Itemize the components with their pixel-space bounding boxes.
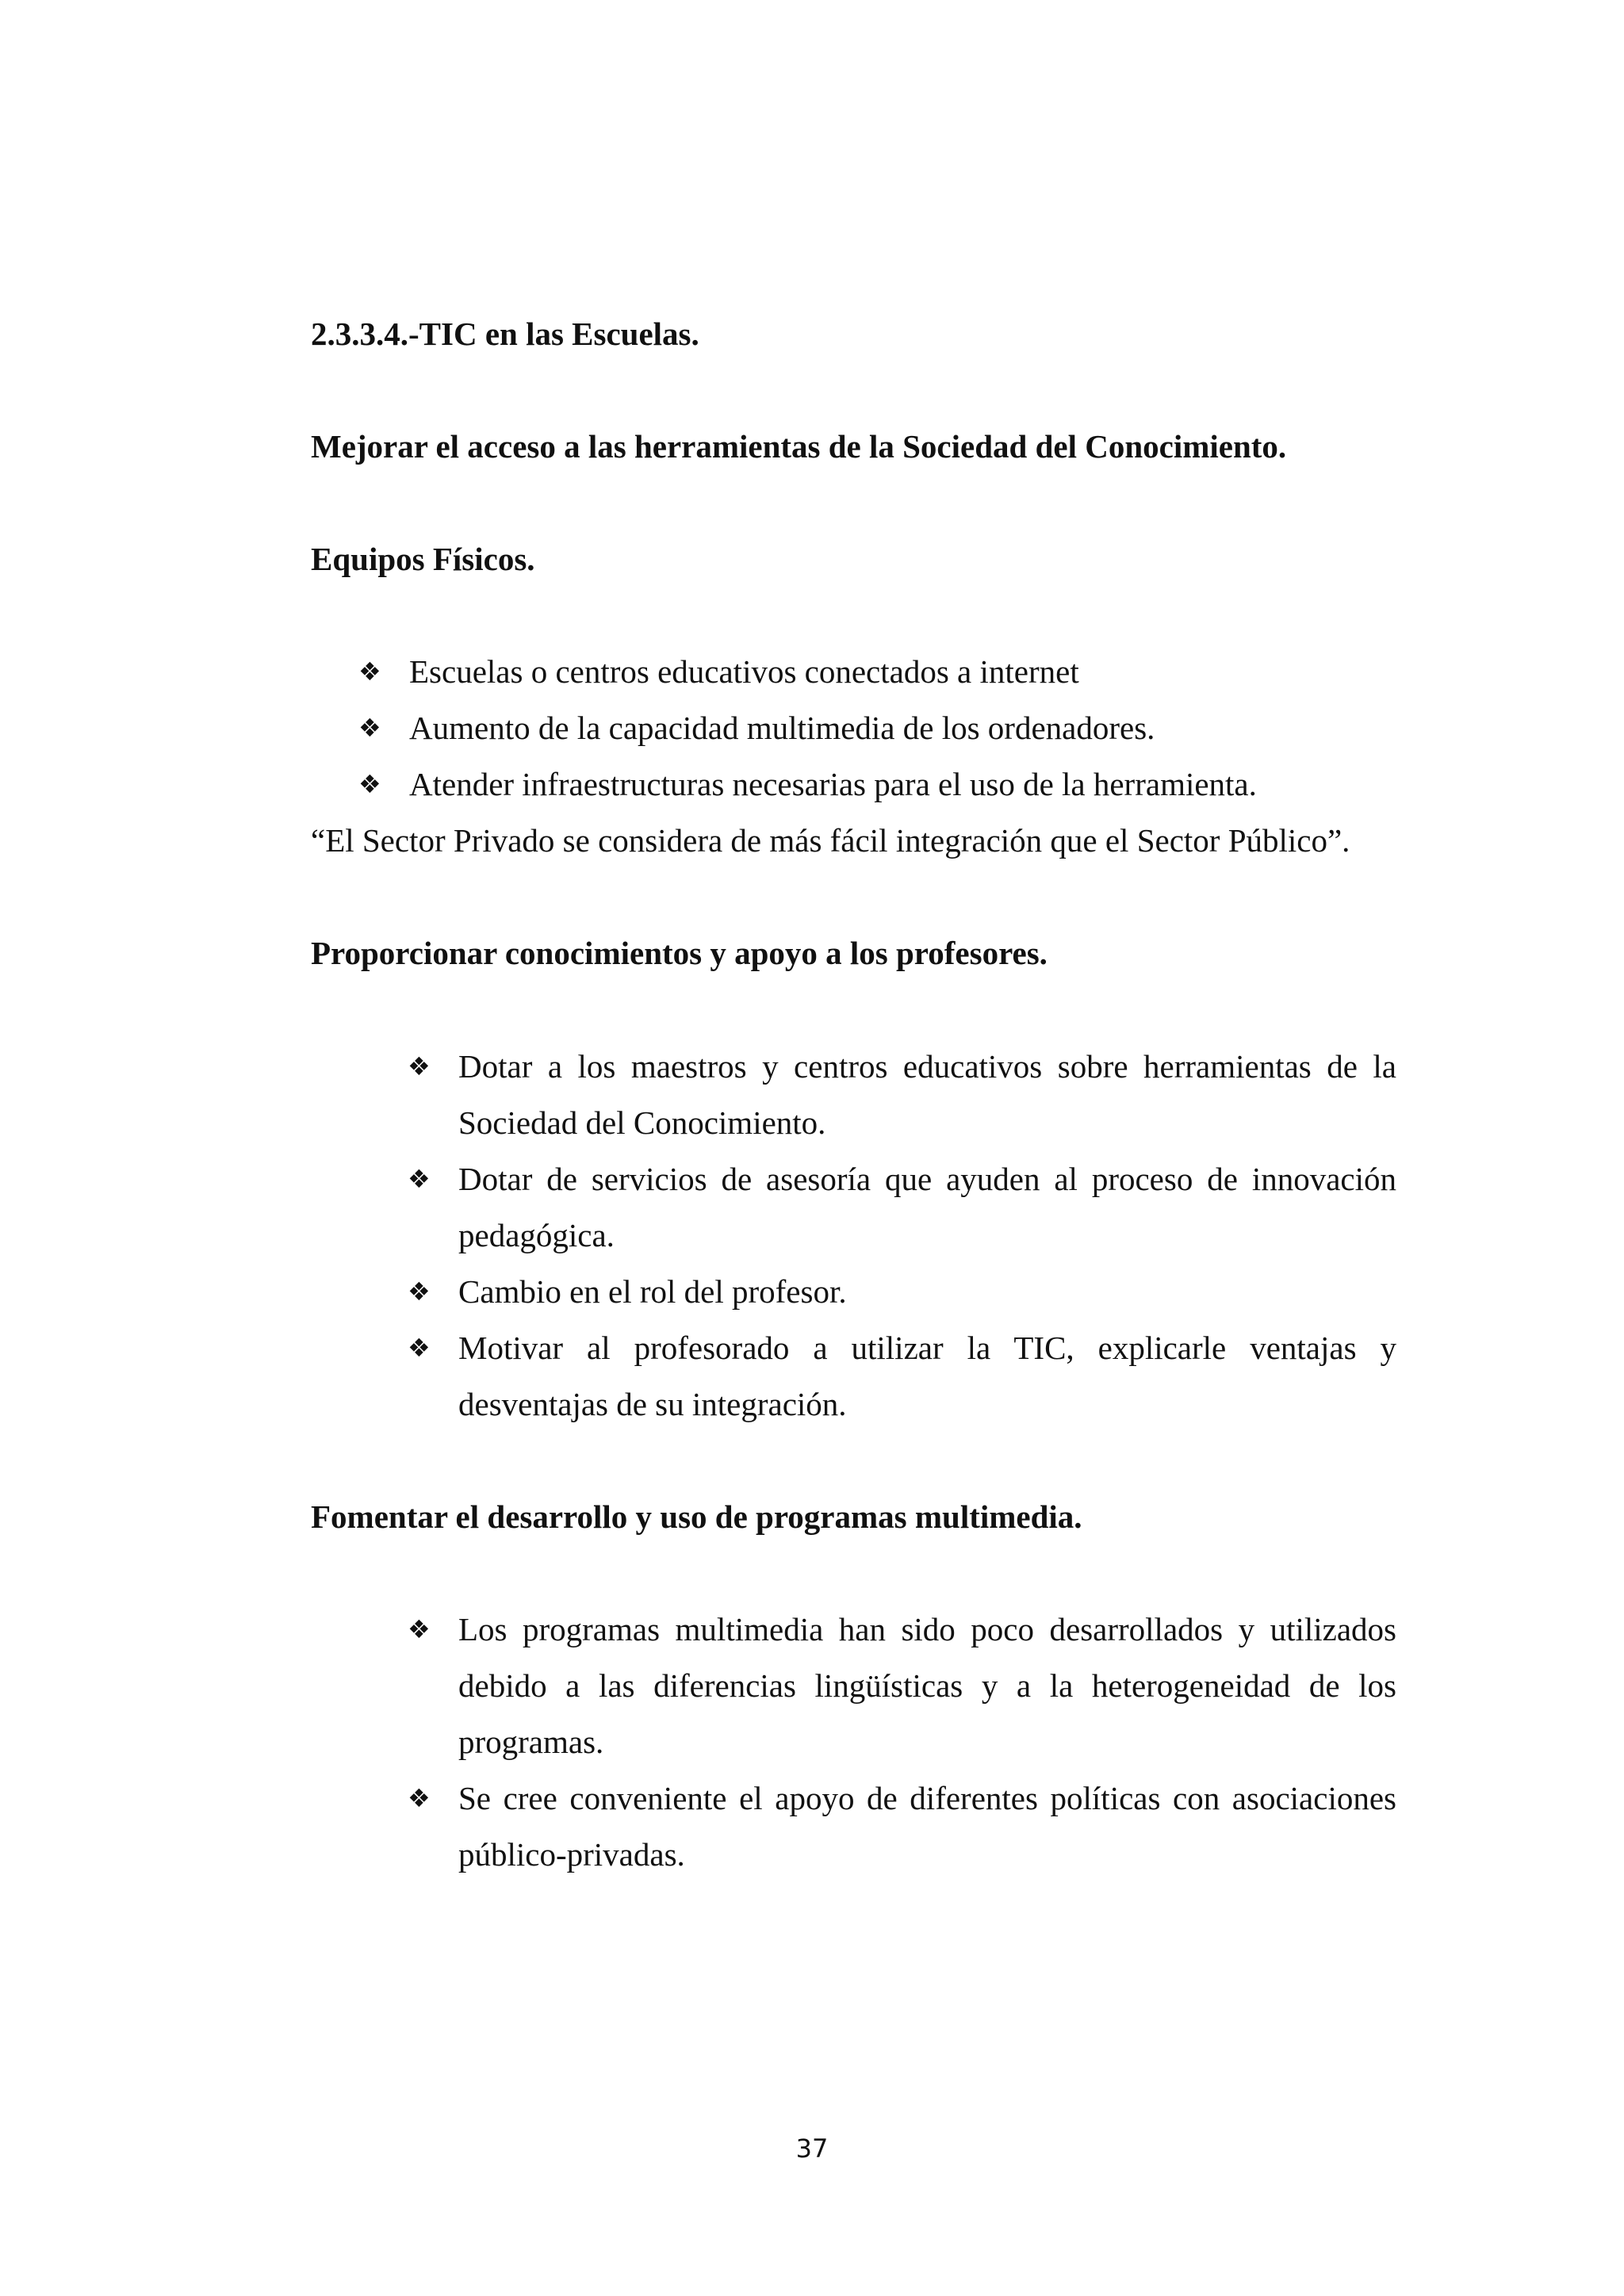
list-item-text: Dotar a los maestros y centros educativos sobre herramientas de la Sociedad del Conocimiento.	[458, 1048, 1396, 1141]
page-number: 37	[795, 2133, 829, 2164]
diamond-bullet-icon: ❖	[408, 1164, 431, 1194]
list-item	[408, 1770, 1396, 1883]
goal-3-heading: Fomentar el desarrollo y uso de programas multimedia.	[311, 1498, 1082, 1535]
diamond-bullet-icon: ❖	[408, 1783, 431, 1813]
goal-2-heading: Proporcionar conocimientos y apoyo a los profesores.	[311, 935, 1048, 971]
list-item-text: Dotar de servicios de asesoría que ayuden al proceso de innovación pedagógica.	[458, 1161, 1396, 1253]
diamond-bullet-icon: ❖	[358, 656, 381, 687]
goal-1-subheading: Equipos Físicos.	[311, 541, 535, 577]
list-item	[408, 1601, 1396, 1770]
list-item-text: Escuelas o centros educativos conectados a internet	[409, 653, 1079, 690]
list-item	[408, 1264, 1396, 1320]
list-item	[358, 644, 1405, 700]
diamond-bullet-icon: ❖	[408, 1276, 431, 1307]
private-sector-quote: “El Sector Privado se considera de más fácil integración que el Sector Público”.	[311, 822, 1350, 859]
diamond-bullet-icon: ❖	[408, 1051, 431, 1081]
section-title: 2.3.3.4.-TIC en las Escuelas.	[311, 316, 699, 352]
list-item-text: Atender infraestructuras necesarias para el uso de la herramienta.	[409, 766, 1257, 802]
list-item	[358, 756, 1405, 813]
diamond-bullet-icon: ❖	[408, 1614, 431, 1644]
list-item	[408, 1039, 1396, 1151]
diamond-bullet-icon: ❖	[358, 713, 381, 743]
list-item	[358, 700, 1405, 756]
list-item-text: Cambio en el rol del profesor.	[458, 1273, 847, 1310]
diamond-bullet-icon: ❖	[408, 1333, 431, 1363]
goal-1-heading: Mejorar el acceso a las herramientas de la Sociedad del Conocimiento.	[311, 428, 1287, 465]
list-item-text: Motivar al profesorado a utilizar la TIC, explicarle ventajas y desventajas de su integración.	[458, 1330, 1396, 1422]
list-item-text: Los programas multimedia han sido poco desarrollados y utilizados debido a las diferencias lingüísticas y a la heterogeneidad de los programas.	[458, 1611, 1396, 1760]
diamond-bullet-icon: ❖	[358, 769, 381, 799]
list-item-text: Aumento de la capacidad multimedia de los ordenadores.	[409, 710, 1155, 746]
list-item	[408, 1151, 1396, 1264]
list-item	[408, 1320, 1396, 1433]
list-item-text: Se cree conveniente el apoyo de diferentes políticas con asociaciones público-privadas.	[458, 1780, 1396, 1873]
